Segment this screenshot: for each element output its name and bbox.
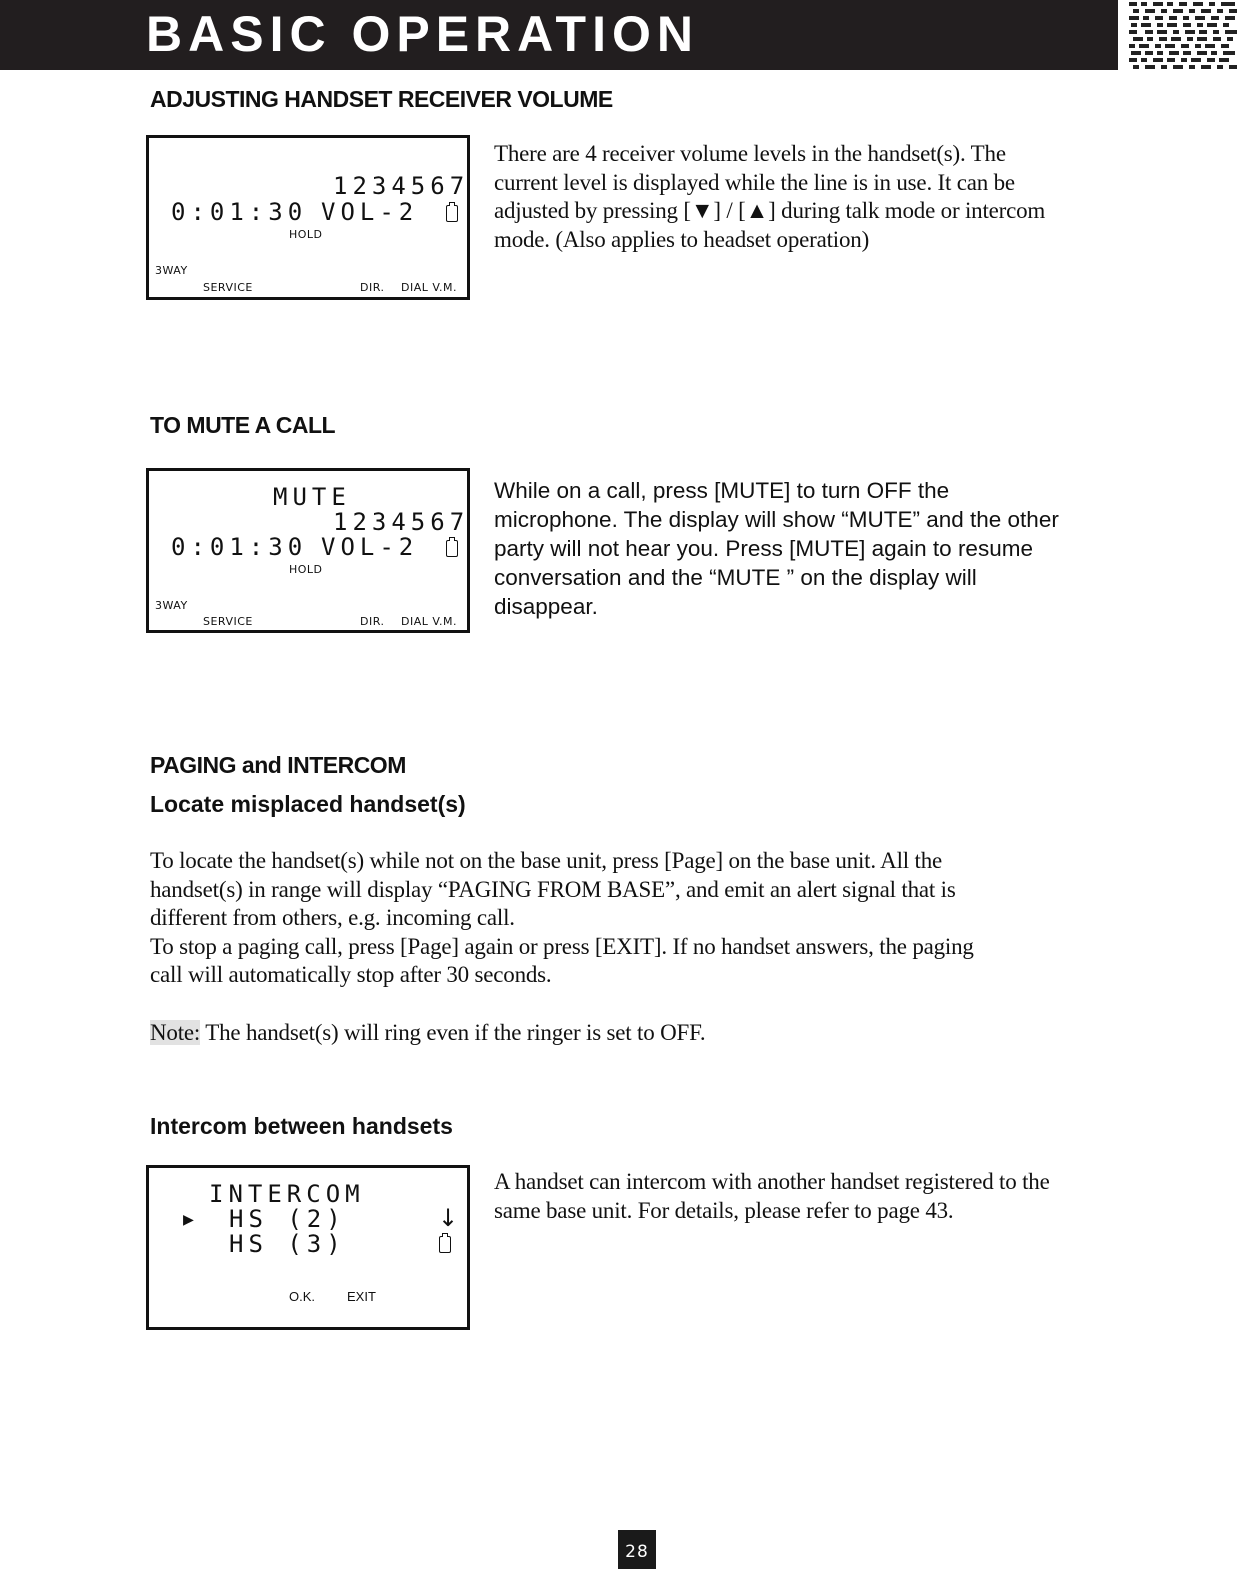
lcd-dir-label: DIR. <box>360 615 385 628</box>
lcd-number: 1234567 <box>333 508 470 536</box>
text-line: To locate the handset(s) while not on the base unit, press [Page] on the base unit. All the <box>150 848 943 873</box>
text-line: adjusted by pressing [▼] / [▲] during talk mode or intercom <box>494 198 1046 223</box>
lcd-volume: VOL-2 <box>321 533 419 561</box>
mute-description <box>494 476 1134 621</box>
header-bar <box>0 0 1118 70</box>
text-line: handset(s) in range will display “PAGING FROM BASE”, and emit an alert signal that is <box>150 876 956 902</box>
arrow-down-icon: ↓ <box>438 1204 459 1232</box>
lcd-service-label: SERVICE <box>203 615 253 628</box>
text-line: call will automatically stop after 30 seconds. <box>150 962 552 987</box>
text-line: same base unit. For details, please refer to page 43. <box>494 1197 954 1223</box>
lcd-ok-label: O.K. <box>289 1289 316 1304</box>
page-number: 28 <box>618 1530 656 1569</box>
lcd-dir-label: DIR. <box>360 281 385 294</box>
lcd-display-mute <box>146 468 470 633</box>
lcd-hold-label: HOLD <box>289 228 323 241</box>
note-label: Note: <box>150 1020 201 1045</box>
page-title: BASIC OPERATION <box>146 6 699 62</box>
lcd-volume: VOL-2 <box>321 198 419 226</box>
corner-pattern <box>1127 0 1240 72</box>
text-line: microphone. The display will show “MUTE” and the other <box>494 507 1059 532</box>
text-line: different from others, e.g. incoming call. <box>150 905 515 930</box>
lcd-3way-label: 3WAY <box>155 264 188 277</box>
lcd-exit-label: EXIT <box>347 1289 376 1304</box>
paging-note <box>150 1019 1140 1048</box>
text-line: To stop a paging call, press [Page] again or press [EXIT]. If no handset answers, the paging <box>150 933 974 959</box>
battery-icon <box>439 1236 451 1253</box>
intercom-description <box>494 1168 1134 1225</box>
battery-icon <box>446 540 458 557</box>
text-line: A handset can intercom with another handset registered to the <box>494 1169 1050 1194</box>
lcd-display-volume <box>146 135 470 300</box>
lcd-intercom-title: INTERCOM <box>209 1180 365 1208</box>
text-line: current level is displayed while the line is in use. It can be <box>494 169 1015 195</box>
lcd-service-label: SERVICE <box>203 281 253 294</box>
checker-pattern-icon <box>1127 0 1240 72</box>
text-line: There are 4 receiver volume levels in the handset(s). The <box>494 141 1006 166</box>
lcd-dialvm-label: DIAL V.M. <box>401 281 457 294</box>
section-heading-mute: TO MUTE A CALL <box>150 412 336 438</box>
text-line: While on a call, press [MUTE] to turn OFF the <box>494 478 950 503</box>
note-text: The handset(s) will ring even if the ringer is set to OFF. <box>200 1020 706 1045</box>
lcd-timer: 0:01:30 <box>171 533 308 561</box>
lcd-hs3: HS (3) <box>229 1230 346 1258</box>
section-heading-paging: PAGING and INTERCOM <box>150 752 406 778</box>
volume-description <box>494 140 1134 254</box>
text-line: conversation and the “MUTE ” on the display will <box>494 565 977 590</box>
lcd-hold-label: HOLD <box>289 563 323 576</box>
lcd-hs2: HS (2) <box>229 1205 346 1233</box>
text-line: disappear. <box>494 594 598 619</box>
paging-description <box>150 847 1140 990</box>
lcd-number: 1234567 <box>333 172 470 200</box>
selector-arrow-icon: ▶ <box>183 1209 194 1230</box>
subheading-intercom: Intercom between handsets <box>150 1113 453 1139</box>
section-heading-volume: ADJUSTING HANDSET RECEIVER VOLUME <box>150 86 613 112</box>
text-line: mode. (Also applies to headset operation) <box>494 226 870 252</box>
text-line: party will not hear you. Press [MUTE] again to resume <box>494 536 1033 561</box>
battery-icon <box>446 205 458 222</box>
lcd-dialvm-label: DIAL V.M. <box>401 615 457 628</box>
lcd-display-intercom <box>146 1165 470 1330</box>
lcd-mute: MUTE <box>273 483 351 511</box>
lcd-timer: 0:01:30 <box>171 198 308 226</box>
lcd-3way-label: 3WAY <box>155 599 188 612</box>
subheading-locate: Locate misplaced handset(s) <box>150 791 466 817</box>
